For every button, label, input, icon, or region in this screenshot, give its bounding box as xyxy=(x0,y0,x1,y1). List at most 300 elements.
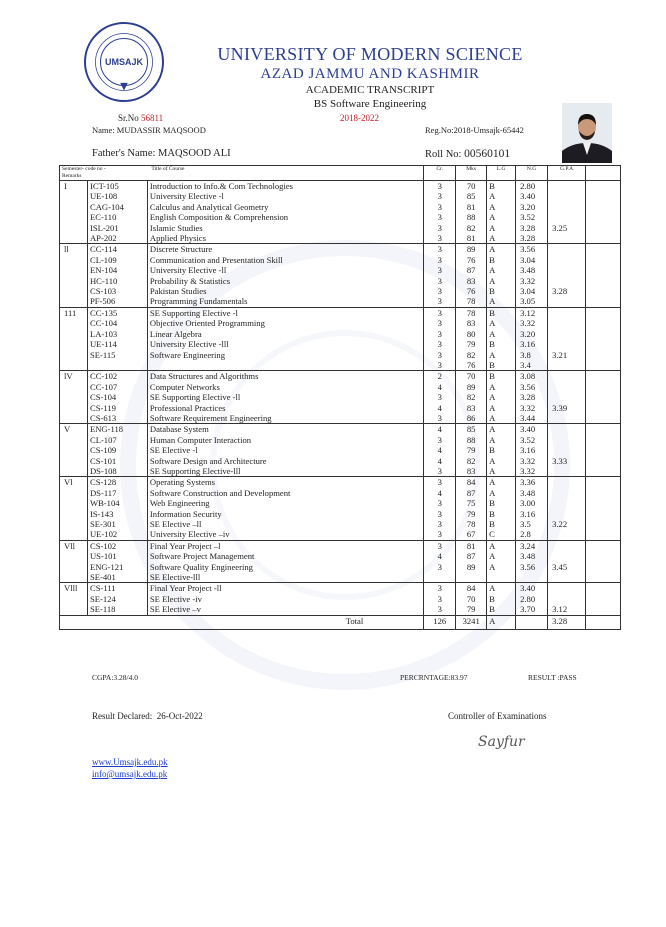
course-row xyxy=(60,551,621,561)
reg-number: 2018-Umsajk-65442 xyxy=(453,125,524,135)
course-code: CS-101 xyxy=(89,455,117,466)
course-letter-grade: B xyxy=(487,519,516,529)
course-credits: 3 xyxy=(424,519,456,529)
declared-date: 26-Oct-2022 xyxy=(156,711,203,721)
header-cr: Cr. xyxy=(424,166,456,181)
table-header-row xyxy=(60,166,621,181)
course-marks: 75 xyxy=(456,498,487,508)
course-letter-grade: B xyxy=(487,604,516,614)
course-grade-point: 3.08 xyxy=(516,371,548,382)
course-marks: 89 xyxy=(456,562,487,572)
semester-gpa: 3.45 xyxy=(548,540,586,583)
course-code: CC-135 xyxy=(87,307,147,318)
course-marks: 80 xyxy=(456,329,487,339)
course-row xyxy=(60,594,621,604)
course-grade-point: 3.56 xyxy=(516,244,548,255)
course-marks: 84 xyxy=(456,583,487,594)
course-letter-grade: B xyxy=(487,594,516,604)
course-credits: 3 xyxy=(424,509,456,519)
remarks-cell xyxy=(586,424,621,477)
course-code: CC-104 xyxy=(89,318,118,329)
course-marks: 67 xyxy=(456,529,487,540)
semester-gpa: 3.28 xyxy=(548,244,586,307)
course-code: SE-124 xyxy=(89,593,116,604)
course-title: Probability & Statistics xyxy=(147,276,423,286)
course-grade-point: 3.24 xyxy=(516,540,548,551)
course-letter-grade: B xyxy=(487,181,516,192)
course-credits: 3 xyxy=(424,286,456,296)
course-marks: 87 xyxy=(456,265,487,275)
course-marks: 83 xyxy=(456,276,487,286)
total-lg: A xyxy=(487,615,516,629)
course-row xyxy=(60,181,621,192)
course-credits: 4 xyxy=(424,551,456,561)
course-marks: 82 xyxy=(456,456,487,466)
course-row xyxy=(60,529,621,540)
remarks-cell xyxy=(586,307,621,370)
course-row xyxy=(60,339,621,349)
course-row xyxy=(60,307,621,318)
course-credits: 3 xyxy=(424,307,456,318)
semester-gpa: 3.33 xyxy=(548,424,586,477)
course-grade-point: 3.32 xyxy=(516,466,548,477)
course-letter-grade: A xyxy=(487,382,516,392)
course-marks: 82 xyxy=(456,223,487,233)
course-row xyxy=(60,562,621,572)
name-label: Name: xyxy=(92,125,115,135)
course-title: English Composition & Comprehension xyxy=(147,212,423,222)
course-credits: 3 xyxy=(424,529,456,540)
course-grade-point: 3.52 xyxy=(516,212,548,222)
course-credits: 4 xyxy=(424,445,456,455)
course-code: CC-107 xyxy=(89,381,118,392)
course-title: Final Year Project –l xyxy=(147,540,423,551)
program-name: BS Software Engineering xyxy=(313,98,427,110)
course-title: Objective Oriented Programming xyxy=(147,318,423,328)
course-letter-grade: A xyxy=(487,191,516,201)
course-row xyxy=(60,223,621,233)
course-letter-grade: A xyxy=(487,435,516,445)
course-marks: 87 xyxy=(456,551,487,561)
cgpa: CGPA:3.28/4.0 xyxy=(92,673,138,682)
course-row xyxy=(60,191,621,201)
course-code: CS-119 xyxy=(89,402,116,413)
semester-number: 111 xyxy=(60,307,88,370)
course-row xyxy=(60,498,621,508)
course-grade-point: 2.80 xyxy=(516,594,548,604)
course-title: University Elective –iv xyxy=(147,529,423,540)
course-grade-point: 3.40 xyxy=(516,424,548,435)
region-name: AZAD JAMMU AND KASHMIR xyxy=(260,66,480,82)
course-row xyxy=(60,296,621,307)
father-label: Father's Name: xyxy=(92,148,156,159)
course-credits: 3 xyxy=(424,350,456,360)
course-marks: 70 xyxy=(456,371,487,382)
course-grade-point: 3.05 xyxy=(516,296,548,307)
course-letter-grade: A xyxy=(487,329,516,339)
course-marks: 85 xyxy=(456,191,487,201)
course-code: WB-104 xyxy=(89,498,120,509)
course-title: Calculus and Analytical Geometry xyxy=(147,202,423,212)
semester-number: ll xyxy=(60,244,88,307)
course-title: Communication and Presentation Skill xyxy=(147,255,423,265)
course-grade-point: 3.32 xyxy=(516,403,548,413)
course-grade-point: 3.56 xyxy=(516,562,548,572)
course-marks: 89 xyxy=(456,244,487,255)
course-row xyxy=(60,466,621,477)
course-marks: 81 xyxy=(456,540,487,551)
course-grade-point: 3.16 xyxy=(516,509,548,519)
course-credits: 3 xyxy=(424,477,456,488)
course-letter-grade: A xyxy=(487,265,516,275)
course-letter-grade: A xyxy=(487,223,516,233)
father-name: MAQSOOD ALI xyxy=(158,148,231,159)
course-code: EC-110 xyxy=(89,212,117,223)
course-row xyxy=(60,286,621,296)
course-title: Islamic Studies xyxy=(147,223,423,233)
course-grade-point xyxy=(516,572,548,583)
course-credits xyxy=(424,572,456,583)
course-code: UE-114 xyxy=(89,339,117,350)
course-row xyxy=(60,572,621,583)
course-row xyxy=(60,360,621,371)
course-row xyxy=(60,255,621,265)
university-logo xyxy=(84,22,164,102)
semester-number: Vlll xyxy=(60,583,88,615)
semester-gpa: 3.22 xyxy=(548,477,586,540)
course-row xyxy=(60,456,621,466)
course-letter-grade: A xyxy=(487,403,516,413)
course-letter-grade: B xyxy=(487,509,516,519)
course-letter-grade: A xyxy=(487,244,516,255)
course-credits: 3 xyxy=(424,318,456,328)
course-credits: 3 xyxy=(424,562,456,572)
course-title: SE Elective-lll xyxy=(147,572,423,583)
course-code: ENG-118 xyxy=(87,424,147,435)
course-marks: 84 xyxy=(456,477,487,488)
student-portrait-icon xyxy=(562,103,612,163)
course-code: LA-103 xyxy=(89,328,118,339)
course-letter-grade: A xyxy=(487,466,516,477)
course-letter-grade: A xyxy=(487,318,516,328)
course-title: SE Supporting Elective -ll xyxy=(147,392,423,402)
sr-label: Sr.No xyxy=(118,113,139,123)
course-grade-point: 3.28 xyxy=(516,233,548,244)
course-marks: 70 xyxy=(456,181,487,192)
course-marks: 81 xyxy=(456,233,487,244)
course-grade-point: 3.48 xyxy=(516,265,548,275)
course-code: AP-202 xyxy=(87,233,147,244)
course-code: PF-506 xyxy=(87,296,147,307)
course-grade-point: 3.32 xyxy=(516,276,548,286)
course-grade-point: 3.16 xyxy=(516,339,548,349)
course-title: Applied Physics xyxy=(147,233,423,244)
course-grade-point: 3.5 xyxy=(516,519,548,529)
course-credits: 4 xyxy=(424,403,456,413)
course-grade-point: 3.48 xyxy=(516,488,548,498)
course-row xyxy=(60,509,621,519)
document-title: ACADEMIC TRANSCRIPT xyxy=(305,84,435,96)
course-grade-point: 2.80 xyxy=(516,181,548,192)
course-row xyxy=(60,435,621,445)
course-credits: 3 xyxy=(424,191,456,201)
course-credits: 3 xyxy=(424,594,456,604)
course-code: SE-301 xyxy=(89,519,116,529)
course-row xyxy=(60,202,621,212)
course-title: SE Elective -l xyxy=(147,445,423,455)
course-marks: 85 xyxy=(456,424,487,435)
course-code: ENG-121 xyxy=(89,561,124,572)
course-marks: 76 xyxy=(456,255,487,265)
course-code: CS-104 xyxy=(89,392,117,403)
course-letter-grade: A xyxy=(487,233,516,244)
semester-gpa: 3.12 xyxy=(548,583,586,615)
course-title xyxy=(147,360,423,371)
course-title: University Elective -lll xyxy=(147,339,423,349)
remarks-cell xyxy=(586,540,621,583)
course-code: CS-128 xyxy=(87,477,147,488)
course-marks: 76 xyxy=(456,360,487,371)
course-title: University Elective -ll xyxy=(147,265,423,275)
university-name: UNIVERSITY OF MODERN SCIENCE xyxy=(217,44,523,64)
course-row xyxy=(60,265,621,275)
course-credits: 3 xyxy=(424,604,456,614)
course-row xyxy=(60,540,621,551)
header-gpa: G.P.A xyxy=(548,166,586,181)
course-title: Data Structures and Algorithms xyxy=(147,371,423,382)
course-title: Discrete Structure xyxy=(147,244,423,255)
course-grade-point: 3.04 xyxy=(516,286,548,296)
course-letter-grade: B xyxy=(487,498,516,508)
course-letter-grade: A xyxy=(487,202,516,212)
course-credits: 2 xyxy=(424,371,456,382)
course-letter-grade: B xyxy=(487,445,516,455)
semester-gpa: 3.25 xyxy=(548,181,586,244)
course-code: CS-613 xyxy=(89,412,117,423)
course-code: CS-109 xyxy=(89,445,117,456)
course-credits: 3 xyxy=(424,466,456,477)
course-credits: 3 xyxy=(424,392,456,402)
course-title: Human Computer Interaction xyxy=(147,435,423,445)
course-grade-point: 3.28 xyxy=(516,392,548,402)
course-marks: 88 xyxy=(456,435,487,445)
remarks-cell xyxy=(586,244,621,307)
course-letter-grade: B xyxy=(487,307,516,318)
remarks-cell xyxy=(586,477,621,540)
percentage: PERCRNTAGE:83.97 xyxy=(400,673,468,682)
course-marks: 83 xyxy=(456,318,487,328)
course-credits: 3 xyxy=(424,583,456,594)
course-title: Software Quality Engineering xyxy=(147,562,423,572)
course-letter-grade: A xyxy=(487,551,516,561)
course-title: Software Design and Architecture xyxy=(147,456,423,466)
semester-number: V xyxy=(60,424,88,477)
course-code: UE-108 xyxy=(89,191,118,202)
course-code: UE-102 xyxy=(87,529,147,540)
header-semester-code: Semester- code no - xyxy=(62,166,106,172)
course-marks: 78 xyxy=(456,519,487,529)
course-code: CC-102 xyxy=(87,371,147,382)
course-row xyxy=(60,329,621,339)
header-lg: L.G xyxy=(487,166,516,181)
total-cr: 126 xyxy=(424,615,456,629)
semester-number: Vll xyxy=(60,540,88,583)
header-remarks: Remarks xyxy=(62,173,82,179)
course-title: Software Requirement Engineering xyxy=(147,413,423,423)
course-credits: 3 xyxy=(424,265,456,275)
student-name: MUDASSIR MAQSOOD xyxy=(116,125,206,135)
course-row xyxy=(60,244,621,255)
course-letter-grade: A xyxy=(487,392,516,402)
course-title: SE Supporting Elective -l xyxy=(147,307,423,318)
course-grade-point: 3.12 xyxy=(516,307,548,318)
course-letter-grade: B xyxy=(487,371,516,382)
course-title: SE Elective –ll xyxy=(147,519,423,529)
course-code: CC-114 xyxy=(87,244,147,255)
course-letter-grade xyxy=(487,572,516,583)
course-code: EN-104 xyxy=(89,265,118,276)
course-title: Pakistan Studies xyxy=(147,286,423,296)
course-letter-grade: B xyxy=(487,255,516,265)
course-grade-point: 3.28 xyxy=(516,223,548,233)
course-code: SE-115 xyxy=(89,349,116,360)
course-grade-point: 3.4 xyxy=(516,360,548,371)
course-credits: 3 xyxy=(424,413,456,423)
course-credits: 4 xyxy=(424,424,456,435)
course-grade-point: 3.36 xyxy=(516,477,548,488)
course-title: Professional Practices xyxy=(147,403,423,413)
course-credits: 3 xyxy=(424,181,456,192)
course-marks: 70 xyxy=(456,594,487,604)
course-row xyxy=(60,276,621,286)
course-credits: 3 xyxy=(424,233,456,244)
course-marks: 89 xyxy=(456,382,487,392)
course-grade-point: 3.70 xyxy=(516,604,548,614)
course-letter-grade: A xyxy=(487,562,516,572)
course-marks: 82 xyxy=(456,350,487,360)
course-title: Software Project Management xyxy=(147,551,423,561)
course-row xyxy=(60,382,621,392)
semester-number: I xyxy=(60,181,88,244)
course-letter-grade: A xyxy=(487,276,516,286)
course-letter-grade: B xyxy=(487,360,516,371)
course-grade-point: 3.20 xyxy=(516,329,548,339)
course-grade-point: 3.04 xyxy=(516,255,548,265)
course-row xyxy=(60,477,621,488)
course-row xyxy=(60,318,621,328)
course-marks: 76 xyxy=(456,286,487,296)
course-marks: 78 xyxy=(456,296,487,307)
website-link[interactable]: www.Umsajk.edu.pk xyxy=(92,757,168,767)
logo-text: UMSAJK xyxy=(100,38,148,86)
course-credits: 4 xyxy=(424,382,456,392)
course-code: CL-109 xyxy=(89,254,117,265)
course-grade-point: 3.40 xyxy=(516,583,548,594)
course-title: Database System xyxy=(147,424,423,435)
course-grade-point: 3.52 xyxy=(516,435,548,445)
remarks-cell xyxy=(586,181,621,244)
course-letter-grade: A xyxy=(487,488,516,498)
total-mks: 3241 xyxy=(456,615,487,629)
course-title: SE Elective –v xyxy=(147,604,423,614)
course-title: Programming Fundamentals xyxy=(147,296,423,307)
roll-label: Roll No: xyxy=(425,149,462,160)
course-credits: 3 xyxy=(424,435,456,445)
course-code: ICT-105 xyxy=(87,181,147,192)
course-marks: 79 xyxy=(456,339,487,349)
course-code: CS-111 xyxy=(87,583,147,594)
course-row xyxy=(60,233,621,244)
semester-number: lV xyxy=(60,371,88,424)
course-title: SE Supporting Elective-lll xyxy=(147,466,423,477)
course-credits: 3 xyxy=(424,223,456,233)
total-gpa: 3.28 xyxy=(548,615,586,629)
course-title: University Elective -l xyxy=(147,191,423,201)
course-row xyxy=(60,392,621,402)
course-title: Computer Networks xyxy=(147,382,423,392)
course-code: ISL-201 xyxy=(89,222,119,233)
course-grade-point: 3.20 xyxy=(516,202,548,212)
course-row xyxy=(60,403,621,413)
course-title: Introduction to Info.& Com Technologies xyxy=(147,181,423,192)
course-code: SE-401 xyxy=(87,572,147,583)
course-letter-grade: A xyxy=(487,413,516,423)
controller-signature: Sayfur xyxy=(478,734,525,750)
course-grade-point: 3.44 xyxy=(516,413,548,423)
course-letter-grade: A xyxy=(487,540,516,551)
course-title: Operating Systems xyxy=(147,477,423,488)
semester-gpa: 3.21 xyxy=(548,307,586,370)
sr-number: 56811 xyxy=(141,113,164,123)
course-marks: 83 xyxy=(456,403,487,413)
course-code: CAG-104 xyxy=(89,201,124,212)
course-grade-point: 3.00 xyxy=(516,498,548,508)
course-grade-point: 3.32 xyxy=(516,456,548,466)
course-grade-point: 3.32 xyxy=(516,318,548,328)
course-row xyxy=(60,371,621,382)
course-credits: 3 xyxy=(424,276,456,286)
controller-title: Controller of Examinations xyxy=(448,711,547,721)
course-marks: 86 xyxy=(456,413,487,423)
course-grade-point: 3.8 xyxy=(516,350,548,360)
course-title: SE Elective -iv xyxy=(147,594,423,604)
remarks-cell xyxy=(586,583,621,615)
course-credits: 4 xyxy=(424,456,456,466)
course-credits: 3 xyxy=(424,202,456,212)
course-letter-grade: A xyxy=(487,296,516,307)
remarks-cell xyxy=(586,371,621,424)
semester-number: Vl xyxy=(60,477,88,540)
course-letter-grade: A xyxy=(487,424,516,435)
course-row xyxy=(60,519,621,529)
course-credits: 3 xyxy=(424,255,456,265)
course-letter-grade: B xyxy=(487,339,516,349)
course-row xyxy=(60,424,621,435)
declared-label: Result Declared: xyxy=(92,711,153,721)
course-credits: 3 xyxy=(424,360,456,371)
course-code: CL-107 xyxy=(89,434,117,445)
email-link[interactable]: info@umsajk.edu.pk xyxy=(92,769,168,779)
course-row xyxy=(60,488,621,498)
course-code: DS-108 xyxy=(87,466,147,477)
course-letter-grade: C xyxy=(487,529,516,540)
header-ng: N.G xyxy=(516,166,548,181)
course-code: IS-143 xyxy=(89,508,114,519)
course-code: DS-117 xyxy=(89,487,117,498)
course-code: SE-118 xyxy=(89,604,116,615)
course-letter-grade: A xyxy=(487,456,516,466)
course-credits: 3 xyxy=(424,498,456,508)
